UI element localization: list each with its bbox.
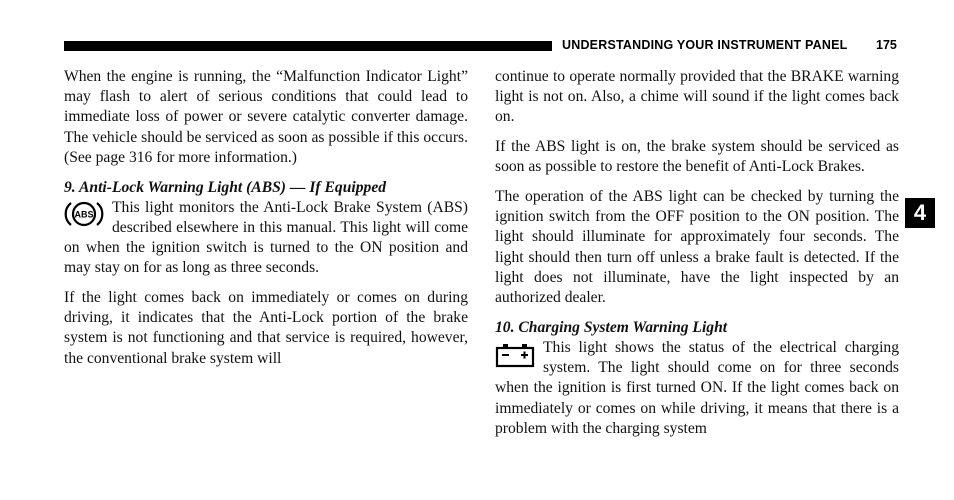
abs-heading: 9. Anti-Lock Warning Light (ABS) — If Equipped — [64, 178, 387, 196]
charging-heading: 10. Charging System Warning Light — [495, 318, 728, 336]
page-number: 175 — [876, 38, 897, 52]
page-header-title: UNDERSTANDING YOUR INSTRUMENT PANEL — [562, 38, 848, 52]
charging-paragraph — [495, 338, 899, 439]
charging-paragraph-text: This light shows the status of the electrical charging system. The light should come on for three seconds when the ignition is first turned ON. If the light comes back on immediately or comes on while driving, it means that there is a problem with the charging system — [495, 338, 899, 437]
abs-service-paragraph: If the light comes back on immediately or comes on during driving, it indicates that the Anti-Lock portion of the brake system is not functioning and that service is required, however, the conventional brake system will — [64, 289, 468, 367]
right-column — [495, 67, 899, 448]
mil-paragraph: When the engine is running, the “Malfunction Indicator Light” may flash to alert of serious conditions that could lead to immediate loss of power or severe catalytic converter damage. The vehicle should be serviced as soon as possible if this occurs. (See page 316 for more information.) — [64, 68, 468, 166]
abs-paragraph-text: This light monitors the Anti-Lock Brake System (ABS) described elsewhere in this manual. This light will come on when the ignition switch is turned to the ON position and may stay on for as long as three seconds. — [64, 198, 468, 277]
chapter-tab: 4 — [905, 198, 935, 228]
header-bar — [64, 41, 552, 51]
abs-continue-paragraph: continue to operate normally provided that the BRAKE warning light is not on. Also, a chime will sound if the light comes back on. — [495, 68, 899, 126]
abs-warning-icon — [64, 200, 104, 228]
abs-on-paragraph: If the ABS light is on, the brake system should be serviced as soon as possible to restore the benefit of Anti-Lock Brakes. — [495, 138, 899, 176]
abs-paragraph — [64, 198, 468, 279]
battery-icon — [495, 342, 535, 368]
abs-check-paragraph: The operation of the ABS light can be checked by turning the ignition switch from the OFF position to the ON position. The light should illuminate for approximately four seconds. The light should then turn off unless a brake fault is detected. If the light does not illuminate, have the light inspected by an authorized dealer. — [495, 188, 899, 307]
abs-icon-label: ABS — [74, 209, 94, 220]
left-column — [64, 67, 468, 378]
